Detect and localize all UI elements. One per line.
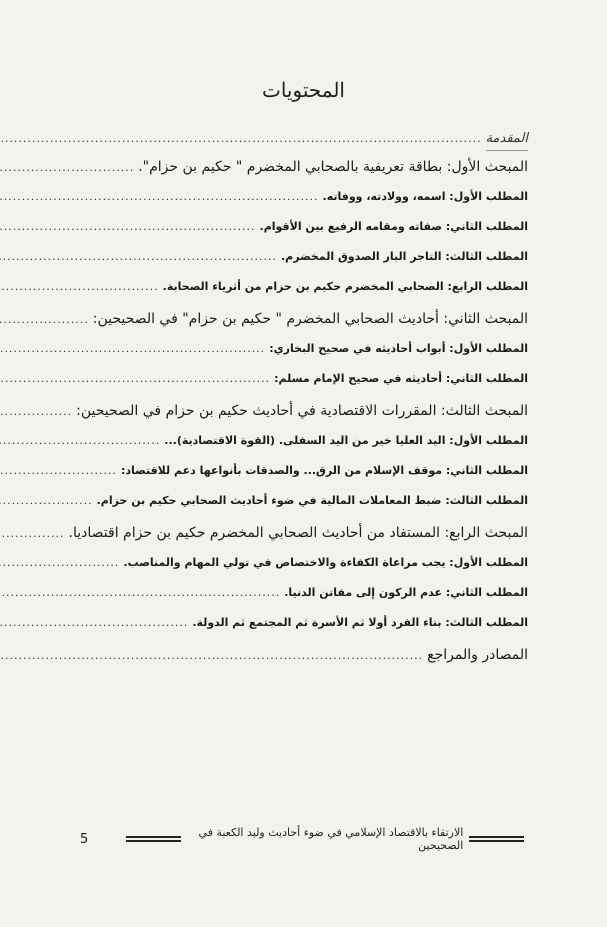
toc-entry-title: المقدمة — [486, 128, 528, 151]
toc-entry-title: المطلب الرابع: الصحابي المخضرم حكيم بن حزام من أثرياء الصحابة. — [162, 280, 528, 293]
toc-entry-title: المبحث الرابع: المستفاد من أحاديث الصحابي المخضرم حكيم بن حزام اقتصاديا. — [68, 525, 528, 541]
toc-leader-dots — [0, 272, 159, 302]
toc-entry-section — [76, 396, 528, 426]
toc-entry-title: المطلب الثاني: أحاديثه في صحيح الإمام مسلم: — [274, 372, 528, 385]
toc-entry-sub — [80, 182, 528, 212]
toc-leader-dots — [0, 153, 134, 183]
toc-entry-sub — [80, 578, 528, 608]
toc-leader-dots — [0, 578, 280, 608]
toc-entry-sub — [80, 334, 528, 364]
toc-entry-title: المطلب الثالث: بناء الفرد أولا ثم الأسرة ثم المجتمع ثم الدولة. — [192, 616, 528, 629]
toc-leader-dots — [0, 182, 319, 212]
toc-entry-title: المطلب الأول: أبواب أحاديثه في صحيح البخاري: — [269, 342, 528, 355]
toc-leader-dots — [0, 426, 160, 456]
toc-leader-dots — [0, 128, 482, 150]
footer-rule-right — [469, 836, 524, 842]
toc-leader-dots — [0, 242, 277, 272]
toc-entry-sub — [80, 212, 528, 242]
toc-leader-dots — [0, 334, 265, 364]
toc-entry-intro — [80, 128, 528, 150]
toc-entry-title: المطلب الثاني: صفاته ومقامه الرفيع بين الأقوام. — [259, 220, 528, 233]
toc-entry-title: المطلب الثاني: عدم الركون إلى مفاتن الدنيا. — [284, 586, 528, 599]
footer-rule-left — [126, 836, 181, 842]
table-of-contents — [68, 128, 528, 670]
toc-entry-section — [68, 518, 528, 548]
toc-entry-title: المطلب الأول: يجب مراعاة الكفاءة والاختصاص في تولي المهام والمناصب. — [123, 556, 528, 569]
toc-entry-sub — [80, 272, 528, 302]
toc-entry-sub — [80, 456, 528, 486]
toc-entry-title: المبحث الأول: بطاقة تعريفية بالصحابي المخضرم " حكيم بن حزام". — [138, 159, 528, 175]
toc-entry-section — [80, 640, 528, 670]
toc-entry-sub — [80, 426, 528, 456]
toc-leader-dots — [0, 397, 72, 427]
toc-leader-dots — [0, 519, 65, 549]
toc-entry-sub — [80, 548, 528, 578]
toc-leader-dots — [0, 212, 256, 242]
toc-entry-sub — [80, 608, 528, 638]
toc-leader-dots — [0, 305, 89, 335]
toc-entry-title: المطلب الأول: اسمه، وولادته، ووفاته. — [322, 190, 528, 203]
toc-entry-section — [80, 152, 528, 182]
toc-leader-dots — [0, 364, 270, 394]
toc-entry-sub — [80, 364, 528, 394]
page-footer — [80, 826, 530, 852]
page-heading: المحتويات — [262, 78, 345, 102]
toc-entry-title: المصادر والمراجع — [427, 647, 528, 663]
toc-entry-sub — [80, 242, 528, 272]
toc-entry-title: المطلب الثالث: ضبط المعاملات المالية في ضوء أحاديث الصحابي حكيم بن حزام. — [96, 494, 528, 507]
toc-entry-title: المبحث الثالث: المقررات الاقتصادية في أحاديث حكيم بن حزام في الصحيحين: — [76, 403, 528, 419]
toc-entry-title: المبحث الثاني: أحاديث الصحابي المخضرم " حكيم بن حزام" في الصحيحين: — [92, 311, 528, 327]
toc-leader-dots — [0, 486, 93, 516]
toc-entry-title: المطلب الأول: اليد العليا خير من اليد السفلى. (القوة الاقتصادية)... — [164, 434, 528, 447]
toc-entry-section — [80, 304, 528, 334]
toc-entry-sub — [80, 486, 528, 516]
toc-entry-title: المطلب الثاني: موقف الإسلام من الرق... والصدقات بأنواعها دعم للاقتصاد: — [120, 464, 528, 477]
toc-leader-dots — [0, 641, 423, 671]
toc-leader-dots — [0, 456, 117, 486]
footer-page-number: 5 — [80, 831, 89, 847]
toc-leader-dots — [0, 548, 119, 578]
toc-leader-dots — [0, 608, 188, 638]
footer-running-title: الارتقاء بالاقتصاد الإسلامي في ضوء أحاديث وليد الكعبة في الصحيحين — [198, 826, 464, 852]
toc-entry-title: المطلب الثالث: التاجر البار الصدوق المخضرم. — [280, 250, 528, 263]
